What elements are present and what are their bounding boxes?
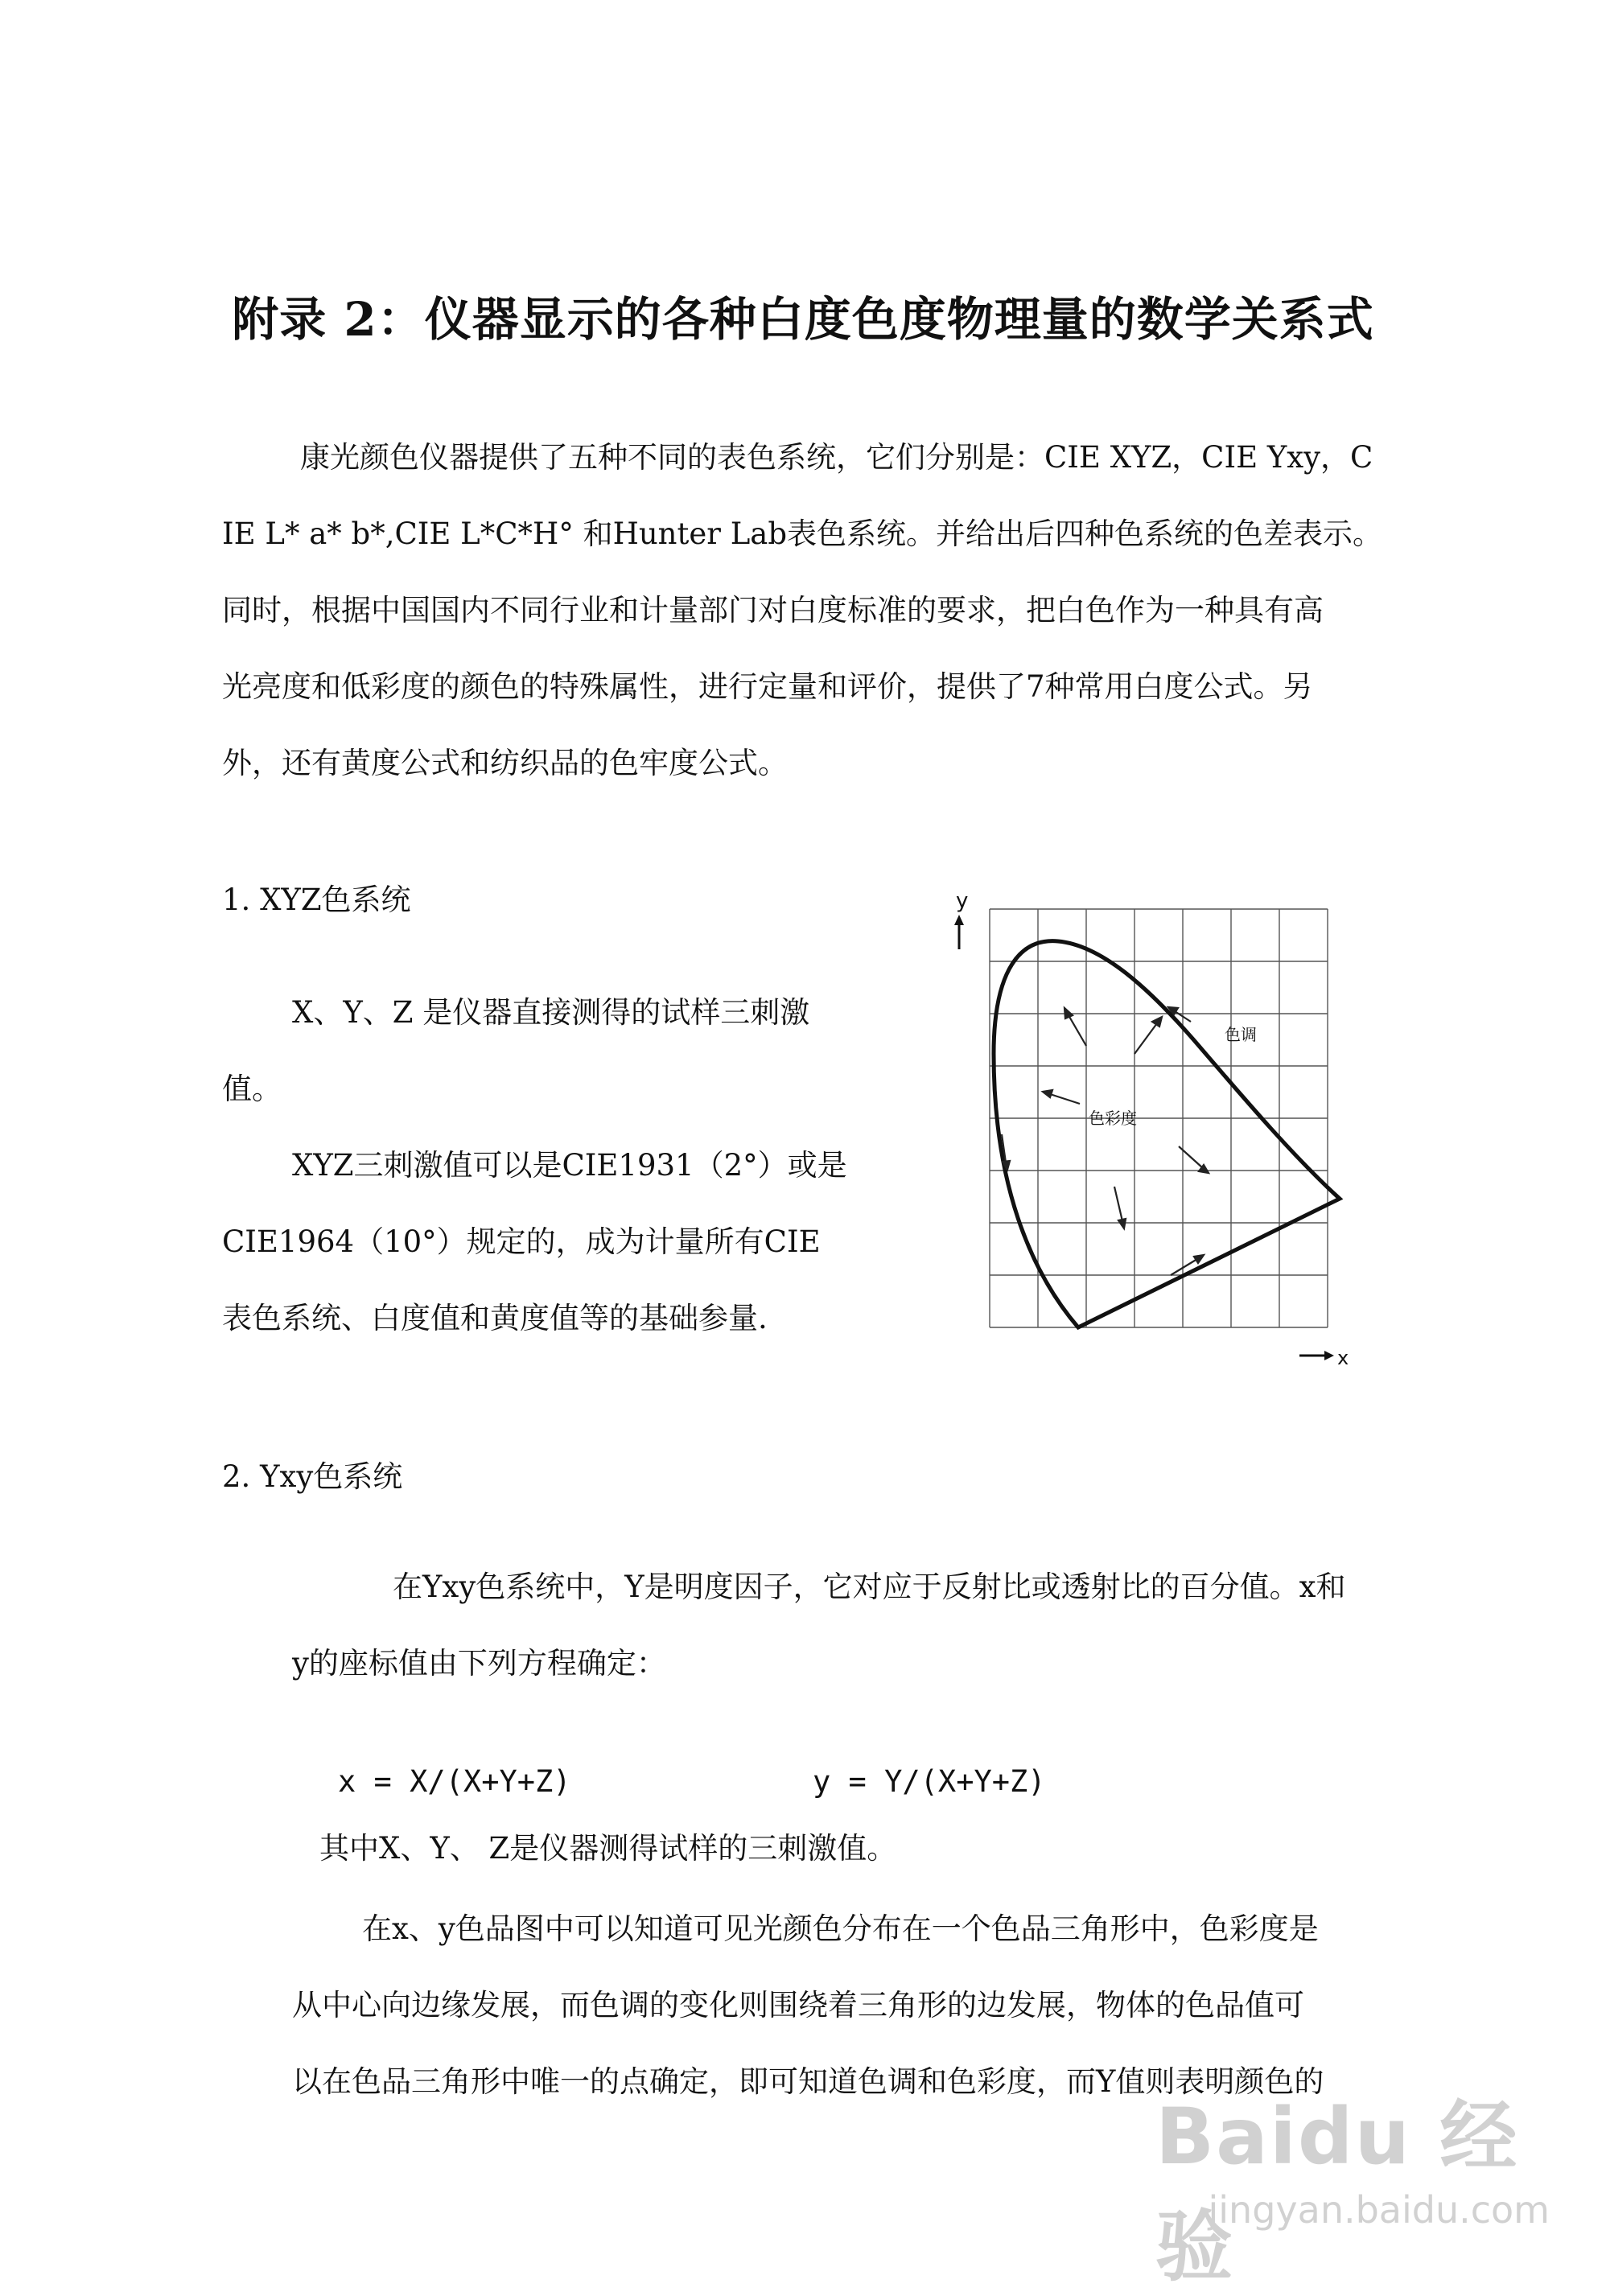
section-1-line-2: 值。 <box>222 1072 282 1106</box>
intro-line-4: 光亮度和低彩度的颜色的特殊属性，进行定量和评价，提供了7种常用白度公式。另 <box>222 669 1313 704</box>
x-axis-label: x <box>1337 1347 1349 1369</box>
baidu-logo: Baidu 经验 <box>1155 2092 1519 2292</box>
section-2-line-2: y的座标值由下列方程确定： <box>292 1646 666 1681</box>
x-axis-arrowhead <box>1324 1351 1334 1360</box>
section-1-line-5: 表色系统、白度值和黄度值等的基础参量. <box>222 1301 768 1335</box>
intro-line-1: 康光颜色仪器提供了五种不同的表色系统，它们分别是：CIE XYZ，CIE Yxy，C <box>300 440 1373 475</box>
diagram-grid <box>990 909 1328 1327</box>
section-1-line-4: CIE1964（10°）规定的，成为计量所有CIE <box>222 1224 821 1259</box>
section-2-line-1: 在Yxy色系统中，Y是明度因子，它对应于反射比或透射比的百分值。x和 <box>393 1570 1346 1604</box>
page-title: 附录 2：仪器显示的各种白度色度物理量的数学关系式 <box>232 292 1374 347</box>
baidu-url: jingyan.baidu.com <box>1208 2188 1550 2232</box>
baidu-watermark <box>1155 2068 1574 2292</box>
section-2-body-2: 从中心向边缘发展，而色调的变化则围绕着三角形的边发展，物体的色品值可 <box>292 1988 1304 2022</box>
formula-note: 其中X、Y、 Z是仪器测得试样的三刺激值。 <box>319 1831 897 1866</box>
spectral-locus <box>994 941 1340 1327</box>
saturation-label: 色彩度 <box>1089 1109 1137 1128</box>
y-axis-arrowhead <box>954 915 964 925</box>
chromaticity-diagram <box>941 893 1360 1376</box>
diagram-arrows <box>1002 1007 1209 1275</box>
section-1-line-3: XYZ三刺激值可以是CIE1931（2°）或是 <box>292 1148 847 1183</box>
formula-y: y = Y/(X+Y+Z) <box>813 1764 1046 1799</box>
formula-x: x = X/(X+Y+Z) <box>338 1764 571 1799</box>
section-1-heading: 1. XYZ色系统 <box>222 883 411 917</box>
intro-line-5: 外，还有黄度公式和纺织品的色牢度公式。 <box>222 746 788 780</box>
section-2-body-1: 在x、y色品图中可以知道可见光颜色分布在一个色品三角形中，色彩度是 <box>362 1911 1319 1946</box>
section-2-body-3: 以在色品三角形中唯一的点确定，即可知道色调和色彩度，而Y值则表明颜色的 <box>292 2064 1324 2099</box>
section-1-line-1: X、Y、Z 是仪器直接测得的试样三刺激 <box>292 995 810 1030</box>
intro-line-2: IE L* a* b*,CIE L*C*H° 和Hunter Lab表色系统。并给出后四种色系统的色差表示。 <box>222 516 1383 551</box>
y-axis-label: y <box>956 893 969 913</box>
section-2-heading: 2. Yxy色系统 <box>222 1459 403 1494</box>
intro-line-3: 同时，根据中国国内不同行业和计量部门对白度标准的要求，把白色作为一种具有高 <box>222 593 1324 627</box>
hue-label: 色调 <box>1225 1025 1257 1044</box>
